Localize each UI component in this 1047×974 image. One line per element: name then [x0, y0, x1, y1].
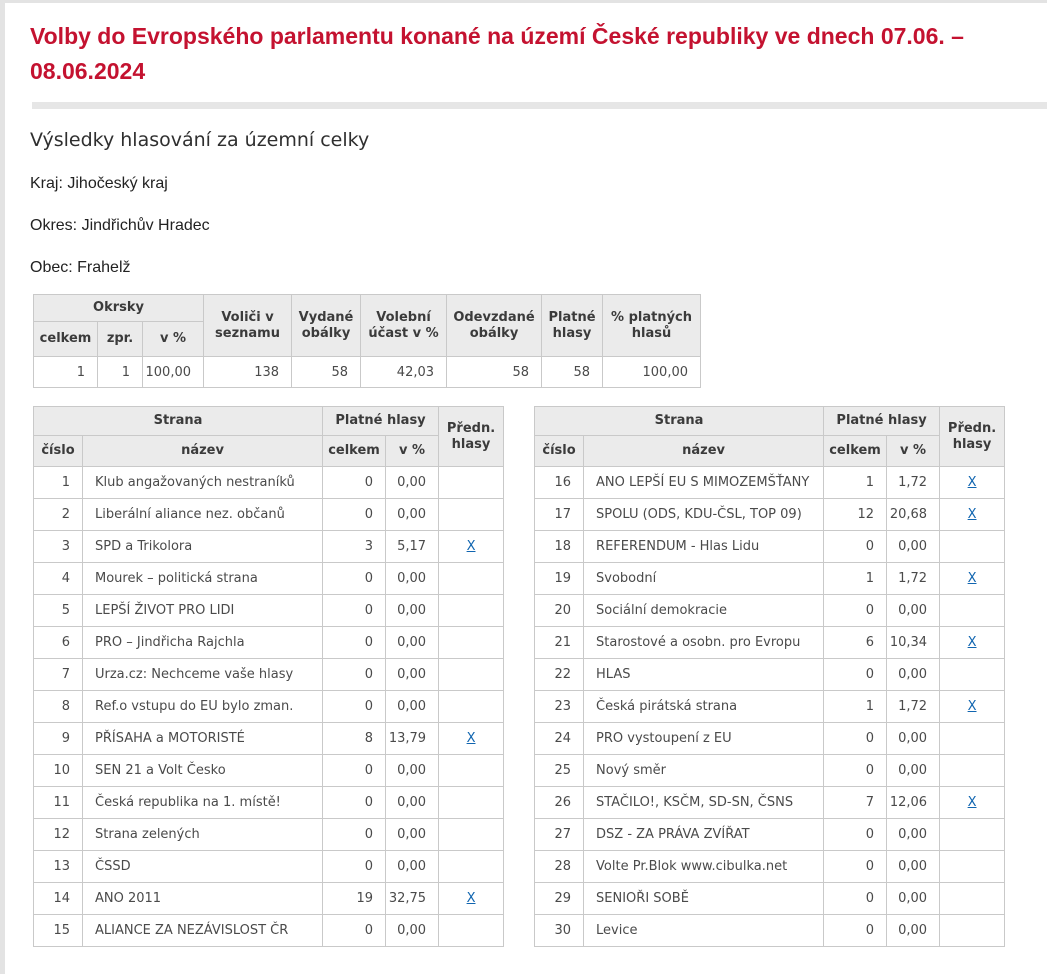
pct-platnych-hlasu-value: 100,00 — [603, 357, 701, 388]
cislo-header: číslo — [535, 436, 584, 467]
okrsky-vpct-value: 100,00 — [143, 357, 204, 388]
party-votes-cell: 7 — [824, 787, 887, 819]
party-pref-cell — [940, 691, 1005, 723]
party-row — [535, 531, 1005, 563]
party-row — [535, 723, 1005, 755]
party-name-cell: Mourek – politická strana — [83, 563, 323, 595]
party-pref-cell — [940, 467, 1005, 499]
party-row — [535, 467, 1005, 499]
volici-v-seznamu-value: 138 — [204, 357, 292, 388]
party-pref-cell — [439, 915, 504, 947]
party-votes-cell: 0 — [323, 787, 386, 819]
party-votes-cell: 3 — [323, 531, 386, 563]
party-number-cell: 20 — [535, 595, 584, 627]
party-row — [34, 787, 504, 819]
okrsky-zpr-header: zpr. — [98, 322, 143, 357]
party-name-cell: SPD a Trikolora — [83, 531, 323, 563]
party-pref-cell — [439, 627, 504, 659]
party-row — [34, 467, 504, 499]
party-pref-cell — [940, 819, 1005, 851]
preferential-votes-link[interactable]: X — [967, 475, 977, 490]
party-row — [535, 659, 1005, 691]
okres-label: Okres: — [30, 217, 78, 234]
party-percent-cell: 0,00 — [887, 531, 940, 563]
party-name-cell: ALIANCE ZA NEZÁVISLOST ČR — [83, 915, 323, 947]
party-percent-cell: 1,72 — [887, 563, 940, 595]
party-row — [535, 819, 1005, 851]
party-pref-cell — [439, 851, 504, 883]
party-number-cell: 15 — [34, 915, 83, 947]
odevzdane-obalky-header: Odevzdané obálky — [447, 295, 542, 357]
party-pref-cell — [940, 563, 1005, 595]
party-pref-cell — [439, 467, 504, 499]
preferential-votes-link[interactable]: X — [466, 731, 476, 746]
party-votes-cell: 0 — [323, 691, 386, 723]
party-votes-cell: 8 — [323, 723, 386, 755]
predn-hlasy-header: Předn. hlasy — [439, 407, 504, 467]
party-number-cell: 24 — [535, 723, 584, 755]
party-name-cell: Sociální demokracie — [584, 595, 824, 627]
party-percent-cell: 0,00 — [386, 851, 439, 883]
party-name-cell: ČSSD — [83, 851, 323, 883]
party-number-cell: 30 — [535, 915, 584, 947]
preferential-votes-link[interactable]: X — [967, 571, 977, 586]
party-pref-cell — [940, 595, 1005, 627]
party-percent-cell: 0,00 — [386, 755, 439, 787]
okrsky-celkem-value: 1 — [34, 357, 98, 388]
party-name-cell: Česká pirátská strana — [584, 691, 824, 723]
party-row — [34, 563, 504, 595]
party-percent-cell: 0,00 — [386, 659, 439, 691]
celkem-header: celkem — [824, 436, 887, 467]
party-name-cell: Strana zelených — [83, 819, 323, 851]
vpct-header: v % — [386, 436, 439, 467]
party-votes-cell: 12 — [824, 499, 887, 531]
party-votes-cell: 0 — [323, 915, 386, 947]
party-pref-cell — [940, 883, 1005, 915]
party-name-cell: ANO 2011 — [83, 883, 323, 915]
party-row — [535, 691, 1005, 723]
kraj-label: Kraj: — [30, 175, 63, 192]
party-number-cell: 16 — [535, 467, 584, 499]
party-votes-cell: 0 — [323, 563, 386, 595]
nazev-header: název — [83, 436, 323, 467]
party-row — [34, 723, 504, 755]
party-number-cell: 8 — [34, 691, 83, 723]
party-name-cell: ANO LEPŠÍ EU S MIMOZEMŠŤANY — [584, 467, 824, 499]
party-number-cell: 10 — [34, 755, 83, 787]
party-percent-cell: 0,00 — [887, 883, 940, 915]
party-name-cell: Urza.cz: Nechceme vaše hlasy — [83, 659, 323, 691]
volebni-ucast-value: 42,03 — [361, 357, 447, 388]
okrsky-vpct-header: v % — [143, 322, 204, 357]
preferential-votes-link[interactable]: X — [466, 539, 476, 554]
party-row — [535, 627, 1005, 659]
party-percent-cell: 0,00 — [386, 467, 439, 499]
party-pref-cell — [439, 691, 504, 723]
party-votes-cell: 0 — [824, 531, 887, 563]
party-number-cell: 12 — [34, 819, 83, 851]
party-number-cell: 23 — [535, 691, 584, 723]
party-percent-cell: 0,00 — [386, 499, 439, 531]
results-heading: Výsledky hlasování za územní celky — [30, 129, 370, 151]
party-row — [535, 755, 1005, 787]
party-number-cell: 18 — [535, 531, 584, 563]
party-name-cell: SENIOŘI SOBĚ — [584, 883, 824, 915]
party-number-cell: 4 — [34, 563, 83, 595]
party-name-cell: LEPŠÍ ŽIVOT PRO LIDI — [83, 595, 323, 627]
party-pref-cell — [439, 819, 504, 851]
party-percent-cell: 0,00 — [887, 723, 940, 755]
party-votes-cell: 1 — [824, 563, 887, 595]
okrsky-group-header: Okrsky — [34, 295, 204, 322]
okres-line — [30, 217, 1047, 235]
party-pref-cell — [439, 499, 504, 531]
party-votes-cell: 0 — [323, 755, 386, 787]
obec-line — [30, 259, 1047, 277]
okres-value: Jindřichův Hradec — [81, 217, 210, 234]
party-name-cell: Levice — [584, 915, 824, 947]
vydane-obalky-value: 58 — [292, 357, 361, 388]
platne-hlasy-group-header: Platné hlasy — [323, 407, 439, 436]
party-table-right — [534, 406, 1005, 947]
party-name-cell: PŘÍSAHA a MOTORISTÉ — [83, 723, 323, 755]
kraj-line — [30, 175, 1047, 193]
party-pref-cell — [940, 787, 1005, 819]
party-row — [34, 915, 504, 947]
party-number-cell: 9 — [34, 723, 83, 755]
party-percent-cell: 0,00 — [386, 595, 439, 627]
party-pref-cell — [439, 723, 504, 755]
vpct-header: v % — [887, 436, 940, 467]
party-votes-cell: 0 — [824, 755, 887, 787]
party-percent-cell: 13,79 — [386, 723, 439, 755]
party-votes-cell: 0 — [824, 819, 887, 851]
party-pref-cell — [439, 659, 504, 691]
party-name-cell: Česká republika na 1. místě! — [83, 787, 323, 819]
party-row — [535, 915, 1005, 947]
party-pref-cell — [439, 883, 504, 915]
party-percent-cell: 1,72 — [887, 467, 940, 499]
party-votes-cell: 0 — [323, 499, 386, 531]
party-number-cell: 17 — [535, 499, 584, 531]
party-name-cell: PRO vystoupení z EU — [584, 723, 824, 755]
party-pref-cell — [940, 915, 1005, 947]
party-row — [34, 627, 504, 659]
party-row — [34, 531, 504, 563]
party-row — [34, 499, 504, 531]
party-tables-container — [33, 406, 1047, 947]
party-name-cell: HLAS — [584, 659, 824, 691]
party-row — [535, 851, 1005, 883]
party-row — [34, 755, 504, 787]
title-divider — [32, 102, 1047, 109]
volebni-ucast-header: Volební účast v % — [361, 295, 447, 357]
preferential-votes-link[interactable]: X — [967, 795, 977, 810]
okrsky-zpr-value: 1 — [98, 357, 143, 388]
strana-group-header: Strana — [34, 407, 323, 436]
party-votes-cell: 0 — [323, 851, 386, 883]
party-name-cell: Starostové a osobn. pro Evropu — [584, 627, 824, 659]
kraj-value: Jihočeský kraj — [67, 175, 168, 192]
party-percent-cell: 0,00 — [386, 691, 439, 723]
party-pref-cell — [940, 659, 1005, 691]
party-row — [34, 883, 504, 915]
party-pref-cell — [439, 755, 504, 787]
page-title: Volby do Evropského parlamentu konané na území České republiky ve dnech 07.06. – 08.06.2024 — [30, 23, 964, 84]
party-votes-cell: 0 — [323, 595, 386, 627]
party-name-cell: Ref.o vstupu do EU bylo zman. — [83, 691, 323, 723]
party-pref-cell — [940, 755, 1005, 787]
party-percent-cell: 10,34 — [887, 627, 940, 659]
platne-hlasy-header: Platné hlasy — [542, 295, 603, 357]
party-pref-cell — [940, 531, 1005, 563]
party-percent-cell: 20,68 — [887, 499, 940, 531]
party-row — [535, 883, 1005, 915]
party-percent-cell: 0,00 — [887, 595, 940, 627]
party-number-cell: 28 — [535, 851, 584, 883]
party-row — [34, 851, 504, 883]
party-votes-cell: 0 — [824, 659, 887, 691]
party-number-cell: 29 — [535, 883, 584, 915]
party-number-cell: 21 — [535, 627, 584, 659]
party-percent-cell: 0,00 — [386, 627, 439, 659]
party-number-cell: 22 — [535, 659, 584, 691]
strana-group-header: Strana — [535, 407, 824, 436]
party-row — [34, 819, 504, 851]
party-pref-cell — [439, 787, 504, 819]
pct-platnych-hlasu-header: % platných hlasů — [603, 295, 701, 357]
party-name-cell: Svobodní — [584, 563, 824, 595]
odevzdane-obalky-value: 58 — [447, 357, 542, 388]
party-percent-cell: 0,00 — [887, 819, 940, 851]
preferential-votes-link[interactable]: X — [967, 507, 977, 522]
preferential-votes-link[interactable]: X — [466, 891, 476, 906]
party-number-cell: 13 — [34, 851, 83, 883]
party-percent-cell: 0,00 — [386, 819, 439, 851]
preferential-votes-link[interactable]: X — [967, 699, 977, 714]
party-number-cell: 19 — [535, 563, 584, 595]
party-votes-cell: 19 — [323, 883, 386, 915]
party-votes-cell: 0 — [824, 723, 887, 755]
party-name-cell: STAČILO!, KSČM, SD-SN, ČSNS — [584, 787, 824, 819]
party-name-cell: Liberální aliance nez. občanů — [83, 499, 323, 531]
party-number-cell: 14 — [34, 883, 83, 915]
party-percent-cell: 1,72 — [887, 691, 940, 723]
party-number-cell: 26 — [535, 787, 584, 819]
party-name-cell: DSZ - ZA PRÁVA ZVÍŘAT — [584, 819, 824, 851]
party-row — [34, 595, 504, 627]
preferential-votes-link[interactable]: X — [967, 635, 977, 650]
party-number-cell: 3 — [34, 531, 83, 563]
nazev-header: název — [584, 436, 824, 467]
party-number-cell: 6 — [34, 627, 83, 659]
party-pref-cell — [940, 851, 1005, 883]
party-votes-cell: 0 — [824, 595, 887, 627]
party-pref-cell — [940, 627, 1005, 659]
cislo-header: číslo — [34, 436, 83, 467]
party-name-cell: SEN 21 a Volt Česko — [83, 755, 323, 787]
party-percent-cell: 32,75 — [386, 883, 439, 915]
party-name-cell: REFERENDUM - Hlas Lidu — [584, 531, 824, 563]
party-table-left — [33, 406, 504, 947]
party-pref-cell — [439, 563, 504, 595]
party-row — [535, 595, 1005, 627]
party-votes-cell: 0 — [824, 883, 887, 915]
party-votes-cell: 0 — [323, 627, 386, 659]
party-number-cell: 2 — [34, 499, 83, 531]
party-number-cell: 1 — [34, 467, 83, 499]
predn-hlasy-header: Předn. hlasy — [940, 407, 1005, 467]
party-votes-cell: 1 — [824, 691, 887, 723]
party-name-cell: Klub angažovaných nestraníků — [83, 467, 323, 499]
party-name-cell: Nový směr — [584, 755, 824, 787]
party-percent-cell: 0,00 — [386, 915, 439, 947]
platne-hlasy-value: 58 — [542, 357, 603, 388]
party-percent-cell: 0,00 — [887, 659, 940, 691]
party-number-cell: 11 — [34, 787, 83, 819]
party-number-cell: 25 — [535, 755, 584, 787]
party-votes-cell: 6 — [824, 627, 887, 659]
party-percent-cell: 12,06 — [887, 787, 940, 819]
party-percent-cell: 0,00 — [386, 787, 439, 819]
party-number-cell: 5 — [34, 595, 83, 627]
party-pref-cell — [439, 595, 504, 627]
party-row — [535, 499, 1005, 531]
summary-table — [33, 294, 701, 388]
party-percent-cell: 0,00 — [386, 563, 439, 595]
party-name-cell: Volte Pr.Blok www.cibulka.net — [584, 851, 824, 883]
party-percent-cell: 5,17 — [386, 531, 439, 563]
party-number-cell: 7 — [34, 659, 83, 691]
party-row — [34, 659, 504, 691]
okrsky-celkem-header: celkem — [34, 322, 98, 357]
party-votes-cell: 0 — [323, 467, 386, 499]
obec-value: Frahelž — [77, 259, 131, 276]
party-votes-cell: 0 — [824, 915, 887, 947]
party-pref-cell — [940, 499, 1005, 531]
party-percent-cell: 0,00 — [887, 851, 940, 883]
party-votes-cell: 0 — [323, 659, 386, 691]
volici-v-seznamu-header: Voliči v seznamu — [204, 295, 292, 357]
vydane-obalky-header: Vydané obálky — [292, 295, 361, 357]
party-row — [535, 787, 1005, 819]
party-percent-cell: 0,00 — [887, 755, 940, 787]
celkem-header: celkem — [323, 436, 386, 467]
summary-values-row — [34, 357, 701, 388]
party-pref-cell — [940, 723, 1005, 755]
party-name-cell: PRO – Jindřicha Rajchla — [83, 627, 323, 659]
party-row — [34, 691, 504, 723]
party-row — [535, 563, 1005, 595]
party-percent-cell: 0,00 — [887, 915, 940, 947]
party-votes-cell: 0 — [323, 819, 386, 851]
platne-hlasy-group-header: Platné hlasy — [824, 407, 940, 436]
party-pref-cell — [439, 531, 504, 563]
party-number-cell: 27 — [535, 819, 584, 851]
party-votes-cell: 1 — [824, 467, 887, 499]
party-name-cell: SPOLU (ODS, KDU-ČSL, TOP 09) — [584, 499, 824, 531]
party-votes-cell: 0 — [824, 851, 887, 883]
obec-label: Obec: — [30, 259, 73, 276]
